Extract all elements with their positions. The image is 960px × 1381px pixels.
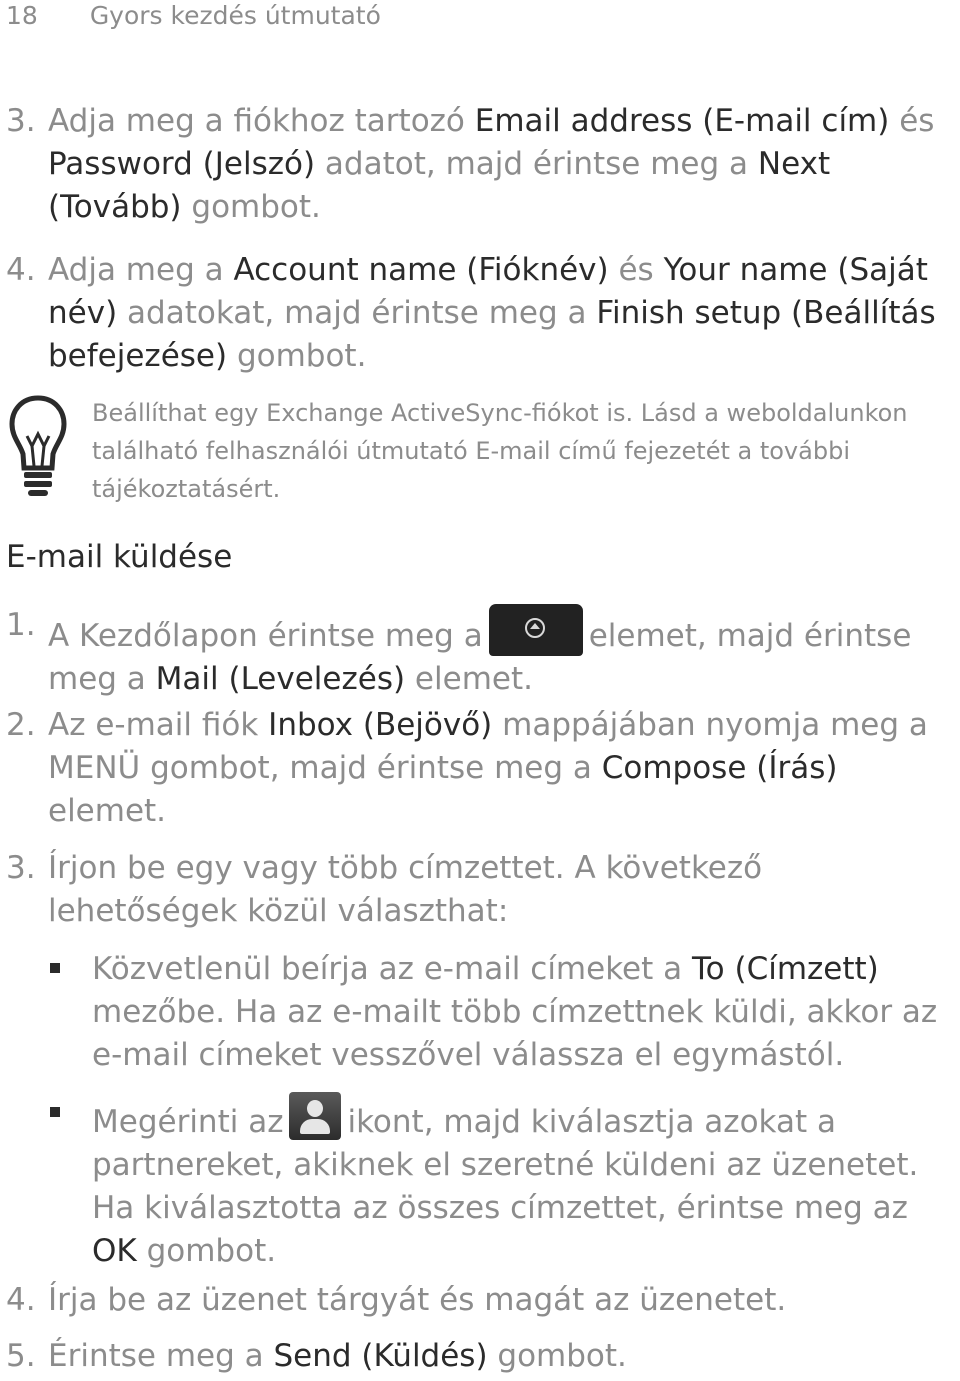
step-text (48, 1335, 956, 1378)
text-run: Adja meg a fiókhoz tartozó (48, 103, 475, 139)
text-run: ikont, majd kiválasztja azokat a partnereket, akiknek el szeretné küldeni az üzenetet. Ha kiválasztotta az összes címzettet, érintse meg az (92, 1104, 919, 1226)
text-run: elemet. (405, 661, 533, 697)
ui-term: Your name (Saját név) (48, 252, 928, 331)
text-run: és (608, 252, 664, 288)
text-run: és (889, 103, 935, 139)
step-number: 3. (6, 103, 36, 139)
send-step-2 (6, 704, 956, 833)
step-number: 1. (6, 607, 36, 643)
text-run: mappájában nyomja meg a MENÜ gombot, majd érintse meg a (48, 707, 928, 786)
text-run: Megérinti az (92, 1104, 284, 1140)
page-title: Gyors kezdés útmutató (89, 1, 381, 30)
step-text (48, 100, 956, 229)
option-bullet-1 (48, 948, 958, 1077)
ui-term: Inbox (Bejövő) (268, 707, 493, 743)
page-header (6, 0, 381, 32)
contacts-icon (289, 1092, 341, 1140)
step-text: Írja be az üzenet tárgyát és magát az üzenetet. (48, 1282, 787, 1318)
step-number: 4. (6, 1282, 36, 1318)
step-3-setup (6, 100, 956, 229)
ui-term: Send (Küldés) (273, 1338, 488, 1374)
text-run: gombot. (136, 1233, 277, 1269)
ui-term: Mail (Levelezés) (155, 661, 406, 697)
page-number: 18 (6, 1, 38, 30)
ui-term: Email address (E-mail cím) (474, 103, 890, 139)
step-text (48, 604, 956, 701)
ui-term: Account name (Fióknév) (233, 252, 609, 288)
text-run: mezőbe. Ha az e-mailt több címzettnek küldi, akkor az e-mail címeket vesszővel válassza el egymástól. (92, 994, 938, 1073)
step-text: Írjon be egy vagy több címzettet. A következő lehetőségek közül választhat: (48, 850, 763, 929)
ui-term: Next (Tovább) (48, 146, 831, 225)
bullet-marker (50, 1107, 60, 1117)
step-text (48, 249, 956, 378)
text-run: Adja meg a (48, 252, 234, 288)
lightbulb-icon (8, 394, 68, 502)
send-step-5 (6, 1335, 956, 1378)
ui-term: Compose (Írás) (601, 750, 838, 786)
bullet-text (92, 1092, 958, 1273)
bullet-marker (50, 963, 60, 973)
step-4-setup (6, 249, 956, 378)
text-run: Közvetlenül beírja az e-mail címeket a (92, 951, 692, 987)
text-run: Az e-mail fiók (48, 707, 269, 743)
ui-term: Finish setup (Beállítás befejezése) (48, 295, 936, 374)
step-number: 3. (6, 850, 36, 886)
send-step-3 (6, 847, 956, 933)
ui-term: Password (Jelszó) (48, 146, 316, 182)
section-title: E-mail küldése (6, 539, 233, 575)
text-run: elemet, majd érintse meg a (48, 618, 912, 697)
step-number: 5. (6, 1338, 36, 1374)
text-run: elemet. (48, 793, 167, 829)
text-run: Érintse meg a (48, 1338, 274, 1374)
tip-note: Beállíthat egy Exchange ActiveSync-fiókot is. Lásd a weboldalunkon található felhasználói útmutató E-mail című fejezetét a további tájékoztatásért. (92, 399, 908, 503)
step-number: 4. (6, 252, 36, 288)
ui-term: To (Címzett) (691, 951, 879, 987)
option-bullet-2 (48, 1092, 958, 1273)
step-text (48, 704, 956, 833)
text-run: adatokat, majd érintse meg a (117, 295, 597, 331)
step-number: 2. (6, 707, 36, 743)
ui-term: OK (92, 1233, 137, 1269)
bullet-text (92, 948, 958, 1077)
text-run: A Kezdőlapon érintse meg a (48, 618, 483, 654)
all-apps-icon (489, 604, 583, 656)
text-run: adatot, majd érintse meg a (315, 146, 758, 182)
send-step-1 (6, 604, 956, 701)
text-run: gombot. (227, 338, 367, 374)
text-run: gombot. (487, 1338, 627, 1374)
text-run: gombot. (181, 189, 321, 225)
send-step-4 (6, 1279, 956, 1322)
